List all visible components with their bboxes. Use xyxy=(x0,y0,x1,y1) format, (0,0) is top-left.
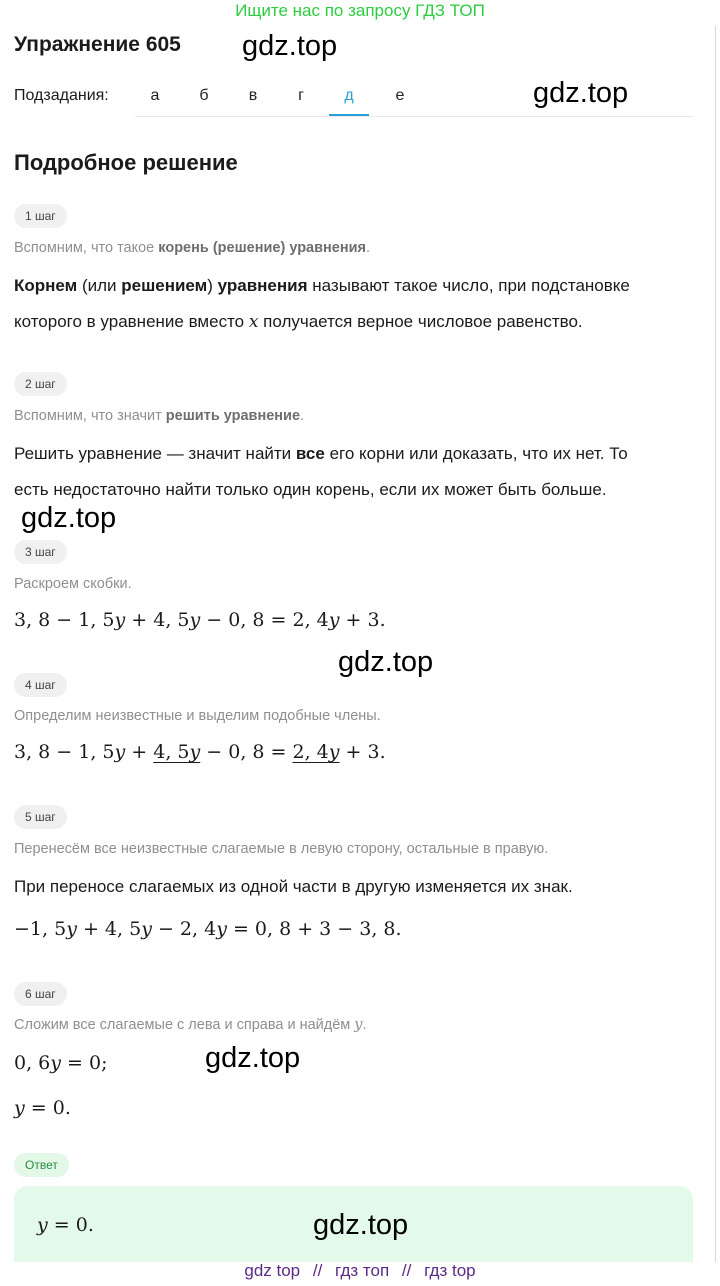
equation: 0, 6y = 0; xyxy=(14,1052,108,1074)
step-hint: Раскроем скобки. xyxy=(14,576,132,592)
step-text: которого в уравнение вместо x получается верное числовое равенство. xyxy=(14,312,583,332)
watermark: gdz.top xyxy=(533,77,629,109)
tab-a[interactable]: а xyxy=(150,87,160,104)
answer-badge: Ответ xyxy=(14,1153,69,1177)
footer-link[interactable]: гдз top xyxy=(424,1261,476,1280)
watermark: gdz.top xyxy=(313,1209,409,1241)
equation: 3, 8 − 1, 5y + 4, 5y − 0, 8 = 2, 4y + 3. xyxy=(14,741,386,763)
tab-g[interactable]: г xyxy=(298,87,304,104)
step-text: Решить уравнение — значит найти все его корни или доказать, что их нет. То xyxy=(14,444,628,463)
step-hint: Вспомним, что такое корень (решение) уравнения. xyxy=(14,240,371,256)
watermark: gdz.top xyxy=(338,646,434,678)
step-hint: Сложим все слагаемые с лева и справа и найдём y. xyxy=(14,1017,367,1033)
step-text: Корнем (или решением) уравнения называют такое число, при подстановке xyxy=(14,276,630,295)
step-badge: 5 шаг xyxy=(14,805,67,829)
step-hint: Вспомним, что значит решить уравнение. xyxy=(14,408,305,424)
step-hint: Перенесём все неизвестные слагаемые в левую сторону, остальные в правую. xyxy=(14,841,549,857)
footer-links xyxy=(0,1261,720,1281)
tab-d[interactable]: д xyxy=(329,78,369,116)
tab-e[interactable]: е xyxy=(395,87,405,104)
scrollbar-edge xyxy=(715,26,716,1262)
equation: y = 0. xyxy=(14,1097,71,1119)
page-title: Упражнение 605 xyxy=(14,33,181,56)
answer-equation: y = 0. xyxy=(37,1214,94,1236)
promo-banner: Ищите нас по запросу ГДЗ ТОП xyxy=(235,1,485,20)
subtasks-label: Подзадания: xyxy=(14,87,109,104)
step-badge: 1 шаг xyxy=(14,204,67,228)
watermark: gdz.top xyxy=(242,30,338,62)
step-text: есть недостаточно найти только один корень, если их может быть больше. xyxy=(14,480,607,499)
step-badge: 2 шаг xyxy=(14,372,67,396)
footer-separator: // xyxy=(401,1261,412,1280)
step-badge: 3 шаг xyxy=(14,540,67,564)
tab-v[interactable]: в xyxy=(248,87,258,104)
footer-separator: // xyxy=(312,1261,323,1280)
watermark: gdz.top xyxy=(21,502,117,534)
step-text: При переносе слагаемых из одной части в другую изменяется их знак. xyxy=(14,877,573,896)
footer-link[interactable]: gdz top xyxy=(244,1261,301,1280)
step-badge: 6 шаг xyxy=(14,982,67,1006)
step-badge: 4 шаг xyxy=(14,673,67,697)
tab-b[interactable]: б xyxy=(199,87,209,104)
equation: 3, 8 − 1, 5y + 4, 5y − 0, 8 = 2, 4y + 3. xyxy=(14,609,386,631)
section-title: Подробное решение xyxy=(14,150,238,175)
footer-link[interactable]: гдз топ xyxy=(335,1261,390,1280)
step-hint: Определим неизвестные и выделим подобные члены. xyxy=(14,708,381,724)
watermark: gdz.top xyxy=(205,1042,301,1074)
equation: −1, 5y + 4, 5y − 2, 4y = 0, 8 + 3 − 3, 8. xyxy=(14,918,402,940)
